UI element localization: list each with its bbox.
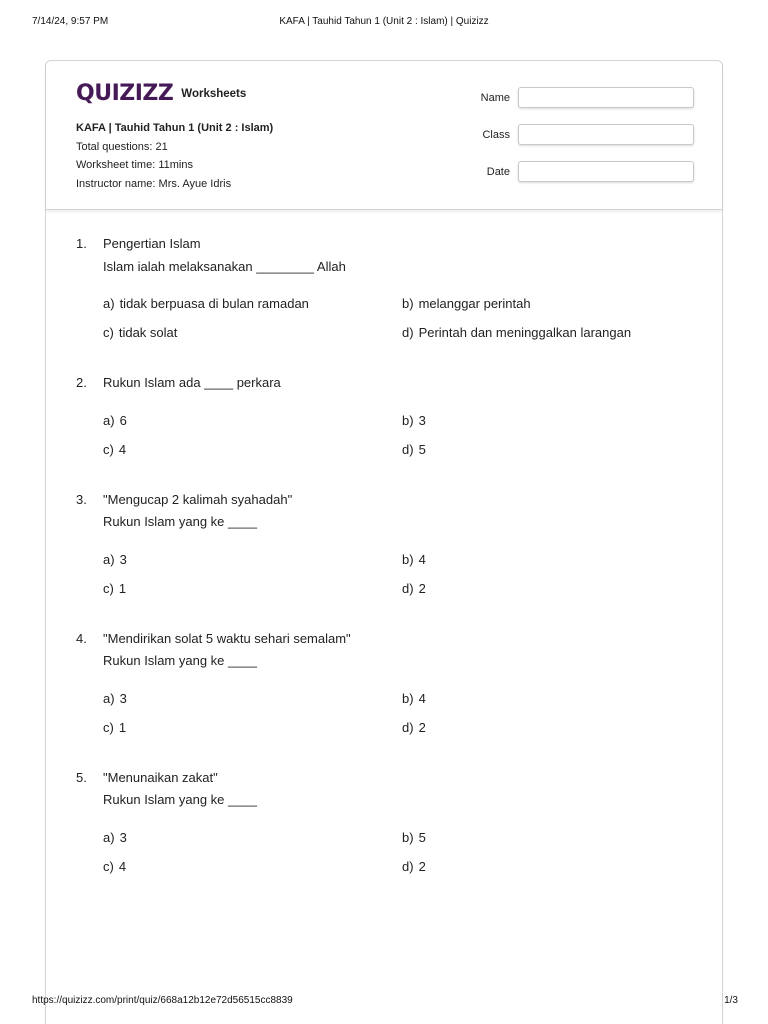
question-number: 4.	[76, 630, 87, 646]
option-letter: b)	[402, 296, 414, 311]
option-text: 1	[118, 580, 127, 596]
question-number: 5.	[76, 769, 87, 785]
option-text: 2	[418, 858, 426, 874]
option-text: 3	[119, 690, 127, 706]
print-url: https://quizizz.com/print/quiz/668a12b12e72d56515cc8839	[32, 995, 293, 1006]
answer-option	[103, 438, 402, 461]
question-item	[76, 233, 696, 344]
question-text-line: Rukun Islam yang ke ____	[103, 653, 257, 668]
option-text: 4	[118, 441, 127, 457]
worksheet-card	[45, 60, 723, 1024]
question-text-line: "Mengucap 2 kalimah syahadah"	[103, 491, 293, 507]
option-text: 2	[418, 719, 426, 735]
option-text: 3	[418, 412, 426, 428]
option-text: 4	[118, 858, 127, 874]
option-letter: a)	[103, 551, 115, 567]
question-number: 1.	[76, 236, 87, 251]
worksheet-header	[46, 61, 722, 210]
option-letter: d)	[402, 325, 414, 340]
print-page-number: 1/3	[724, 995, 738, 1006]
date-field-row	[476, 161, 694, 182]
answer-option	[103, 321, 402, 344]
answer-option	[402, 438, 702, 461]
answer-option	[402, 409, 702, 432]
option-text: 5	[418, 829, 426, 845]
option-letter: a)	[103, 690, 115, 706]
question-item	[76, 767, 696, 878]
option-letter: a)	[103, 829, 115, 845]
date-label: Date	[486, 165, 510, 178]
question-text-line: Islam ialah melaksanakan ________ Allah	[103, 258, 346, 274]
answer-options	[103, 548, 696, 600]
answer-option	[103, 826, 402, 849]
answer-option	[103, 687, 402, 710]
question-list	[76, 233, 696, 906]
option-letter: a)	[103, 296, 115, 311]
option-letter: a)	[103, 412, 115, 428]
answer-option	[103, 577, 402, 600]
name-field-row	[476, 87, 694, 108]
option-text: tidak solat	[118, 325, 178, 340]
question-row	[76, 489, 696, 534]
question-text-line: Rukun Islam ada ____ perkara	[103, 375, 281, 390]
option-letter: c)	[103, 858, 114, 874]
question-text-line: "Menunaikan zakat"	[103, 769, 218, 785]
option-text: 4	[418, 551, 426, 567]
quizizz-logo	[76, 81, 246, 106]
question-row	[76, 767, 696, 812]
quiz-meta	[76, 119, 273, 193]
question-text	[103, 767, 257, 812]
question-row	[76, 233, 696, 278]
option-text: 5	[418, 441, 426, 457]
answer-option	[402, 716, 702, 739]
answer-option	[402, 577, 702, 600]
question-text	[103, 489, 292, 534]
answer-options	[103, 409, 696, 461]
name-input[interactable]	[518, 87, 694, 108]
option-letter: b)	[402, 690, 414, 706]
question-text	[103, 233, 346, 278]
name-label: Name	[480, 91, 510, 104]
option-letter: c)	[103, 441, 114, 457]
question-item	[76, 489, 696, 600]
option-letter: b)	[402, 551, 414, 567]
option-letter: d)	[402, 580, 414, 596]
answer-option	[402, 855, 702, 878]
option-letter: d)	[402, 858, 414, 874]
question-row	[76, 372, 696, 395]
question-row	[76, 628, 696, 673]
class-label: Class	[482, 128, 510, 141]
quiz-title: KAFA | Tauhid Tahun 1 (Unit 2 : Islam)	[76, 122, 274, 134]
option-text: 3	[119, 551, 127, 567]
option-letter: b)	[402, 829, 414, 845]
total-questions: Total questions: 21	[76, 140, 168, 153]
option-letter: c)	[103, 719, 114, 735]
question-text-line: "Mendirikan solat 5 waktu sehari semalam"	[103, 630, 351, 646]
answer-option	[402, 292, 702, 315]
option-text: 2	[418, 580, 426, 596]
option-text: tidak berpuasa di bulan ramadan	[119, 296, 309, 311]
logo-subtitle: Worksheets	[181, 87, 247, 100]
answer-option	[103, 409, 402, 432]
instructor-name: Instructor name: Mrs. Ayue Idris	[76, 177, 232, 190]
option-text: melanggar perintah	[418, 296, 531, 311]
answer-option	[103, 716, 402, 739]
class-field-row	[476, 124, 694, 145]
worksheet-time: Worksheet time: 11mins	[76, 159, 193, 171]
answer-options	[103, 826, 696, 878]
option-text: 1	[118, 719, 127, 735]
date-input[interactable]	[518, 161, 694, 182]
answer-option	[402, 548, 702, 571]
question-number: 3.	[76, 491, 87, 507]
question-number: 2.	[76, 375, 87, 390]
class-input[interactable]	[518, 124, 694, 145]
question-text-line: Rukun Islam yang ke ____	[103, 514, 257, 529]
question-text	[103, 628, 351, 673]
answer-option	[402, 321, 702, 344]
answer-option	[103, 292, 402, 315]
question-item	[76, 628, 696, 739]
answer-option	[402, 687, 702, 710]
logo-wordmark: QUIZIZZ	[76, 81, 174, 106]
option-letter: d)	[402, 719, 414, 735]
option-letter: c)	[103, 580, 114, 596]
option-letter: c)	[103, 325, 114, 340]
answer-option	[103, 548, 402, 571]
question-text	[103, 372, 281, 395]
option-text: Perintah dan meninggalkan larangan	[418, 325, 632, 340]
answer-option	[103, 855, 402, 878]
answer-option	[402, 826, 702, 849]
question-item	[76, 372, 696, 461]
question-text-line: Pengertian Islam	[103, 236, 201, 251]
answer-options	[103, 687, 696, 739]
print-date: 7/14/24, 9:57 PM	[32, 16, 109, 27]
question-text-line: Rukun Islam yang ke ____	[103, 792, 257, 807]
option-text: 3	[119, 829, 127, 845]
option-text: 4	[418, 690, 426, 706]
answer-options	[103, 292, 696, 344]
print-page-title: KAFA | Tauhid Tahun 1 (Unit 2 : Islam) | Quizizz	[279, 16, 489, 27]
option-text: 6	[119, 412, 127, 428]
option-letter: d)	[402, 441, 414, 457]
option-letter: b)	[402, 412, 414, 428]
